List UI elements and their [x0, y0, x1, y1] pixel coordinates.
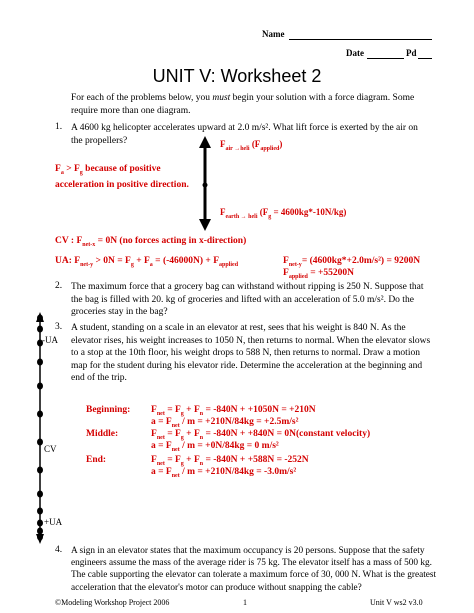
question-1-text: A 4600 kg helicopter accelerates upward at 2.0 m/s². What lift force is exerted by the air on the propellers? — [71, 123, 418, 146]
pd-label: Pd — [406, 48, 417, 58]
force-comparison-note: $F_a > F_g$ because of positive acceleration in positive direction. — [55, 164, 189, 191]
footer-copyright: ©Modeling Workshop Project 2006 — [55, 598, 170, 607]
question-3-text: A student, standing on a scale in an elevator at rest, sees that his weight is 840 N. As the elevator rises, his weight increases to 1050 N, then returns to normal. When the elevator slows to a stop at the 10th floor, his weight drops to 588 N, then returns to normal. Draw a motion map for the student during his elevator ride. Determine the acceleration at the beginning and end of the trip. — [71, 323, 431, 384]
footer-unit-version: Unit V ws2 v3.0 — [370, 598, 423, 607]
question-number-4: 4. — [55, 545, 63, 555]
end-net-force: $F_{net} = F_g + F_n = -840N + +588N = -252N$ — [151, 455, 309, 467]
question-4-text: A sign in an elevator states that the maximum occupancy is 20 persons. Suppose that the safety engineers assume the mass of the average rider is 75 kg. The elevator itself has a mass of 500 kg. The cable supporting the elevator can tolerate a maximum force of 30, 000 N. What is the greatest acceleration that the elevator's motor can produce without snapping the cable? — [71, 546, 437, 593]
beginning-net-force: $F_{net} = F_g + F_n = -840N + +1050N = +210N$ — [151, 405, 316, 417]
ua-statement: UA: $F_{net-y} > 0N = F_g + F_a = (-46000N) + F_{applied}$ — [55, 256, 239, 268]
question-number-2: 2. — [55, 281, 63, 291]
motion-label-cv: CV — [44, 444, 57, 454]
footer-page-number: 1 — [243, 598, 247, 607]
question-number-1: 1. — [55, 122, 63, 132]
applied-force-result: $F_{applied} = +55200N$ — [283, 268, 355, 280]
cv-statement: CV : $F_{net-x} = 0N$ (no forces acting in x-direction) — [55, 236, 247, 248]
middle-net-force: $F_{net} = F_g + F_n = -840N + +840N$ = 0N(constant velocity) — [151, 429, 371, 441]
net-force-result: $F_{net-y}= (4600kg*+2.0m/s^2) = 9200N$ — [283, 256, 421, 268]
middle-acceleration: $a = F_{net} / m = +0N/84kg = 0$ m/s² — [151, 441, 279, 453]
beginning-acceleration: $a = F_{net} / m = +210N/84kg = +2.5m/s^2$ — [151, 417, 299, 429]
middle-label: Middle: — [86, 429, 119, 439]
question-number-3: 3. — [55, 322, 63, 332]
end-acceleration: $a = F_{net} / m = +210N/84kg = -3.0m/s^2$ — [151, 467, 297, 479]
page-title: UNIT V: Worksheet 2 — [152, 66, 322, 86]
motion-label-minus-ua: -UA — [42, 335, 58, 345]
force-air-label: $F_{air \to heli}$ $(F_{applied})$ — [220, 139, 283, 152]
date-label: Date — [346, 48, 364, 58]
force-earth-label: $F_{earth \to heli}$ $(F_g = 4600kg*-10N/kg)$ — [220, 207, 347, 220]
instructions: For each of the problems below, you must begin your solution with a force diagram. Some require more than one diagram. — [71, 93, 415, 116]
name-label: Name — [262, 29, 285, 39]
motion-label-plus-ua: +UA — [44, 517, 63, 527]
end-label: End: — [86, 455, 107, 465]
beginning-label: Beginning: — [86, 405, 131, 415]
question-2-text: The maximum force that a grocery bag can withstand without ripping is 250 N. Suppose that the bag is filled with 20. kg of groceries and lifted with an acceleration of 5.0 m/s². Do the groceries stay in the bag? — [71, 282, 424, 318]
